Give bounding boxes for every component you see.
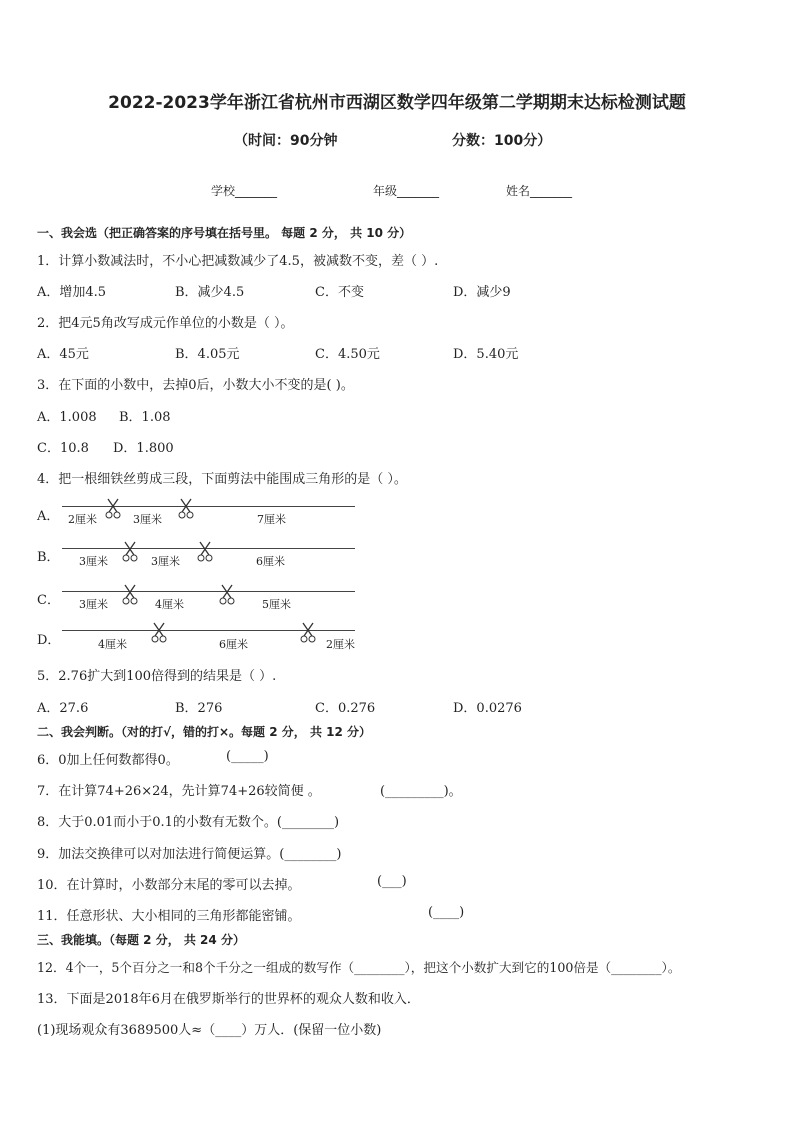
q5-option-b: B．276	[175, 701, 223, 716]
section-3-heading: 三、我能填。（每题 2 分， 共 24 分）	[37, 933, 245, 947]
question-3: 3．在下面的小数中，去掉0后，小数大小不变的是( )。	[37, 378, 354, 393]
section-1-heading: 一、我会选（把正确答案的序号填在括号里。 每题 2 分， 共 10 分）	[37, 226, 412, 240]
q5-option-a: A．27.6	[37, 701, 89, 716]
question-13-part-1: (1)现场观众有3689500人≈（____）万人．(保留一位小数)	[37, 1023, 382, 1038]
q4-a-segment-3: 7厘米	[257, 513, 286, 526]
q3-option-a: A．1.008	[37, 410, 97, 425]
exam-score: 分数：100分）	[452, 133, 552, 149]
scissors-icon	[178, 498, 194, 520]
question-8: 8．大于0.01而小于0.1的小数有无数个。(________)	[37, 815, 340, 830]
q1-option-c: C．不变	[315, 285, 364, 300]
scissors-icon	[151, 622, 167, 644]
q3-option-c: C．10.8	[37, 441, 89, 456]
q4-option-b-label: B．	[37, 550, 60, 565]
scissors-icon	[122, 541, 138, 563]
q4-d-segment-1: 4厘米	[98, 638, 127, 651]
q4-option-d-label: D．	[37, 633, 61, 648]
question-2: 2．把4元5角改写成元作单位的小数是（ ）。	[37, 316, 294, 331]
question-10: 10．在计算时，小数部分末尾的零可以去掉。	[37, 878, 301, 893]
scissors-icon	[219, 584, 235, 606]
q5-option-d: D．0.0276	[453, 701, 522, 716]
q6-answer-blank: (_____)	[226, 749, 269, 764]
question-4: 4．把一根细铁丝剪成三段，下面剪法中能围成三角形的是（ ）。	[37, 472, 407, 487]
q4-b-segment-1: 3厘米	[79, 555, 108, 568]
q3-option-d: D．1.800	[113, 441, 174, 456]
name-field: 姓名_______	[506, 184, 573, 198]
q4-d-segment-2: 6厘米	[219, 638, 248, 651]
section-2-heading: 二、我会判断。（对的打√，错的打×。每题 2 分， 共 12 分）	[37, 725, 371, 739]
school-field: 学校_______	[211, 184, 278, 198]
question-6: 6．0加上任何数都得0。	[37, 753, 179, 768]
q4-option-c-wire	[62, 591, 355, 592]
question-11: 11．任意形状、大小相同的三角形都能密铺。	[37, 909, 301, 924]
q10-answer-blank: (___)	[377, 874, 407, 889]
q1-option-b: B．减少4.5	[175, 285, 245, 300]
q7-answer-blank: (_________)。	[380, 784, 462, 799]
scissors-icon	[197, 541, 213, 563]
page-title: 2022-2023学年浙江省杭州市西湖区数学四年级第二学期期末达标检测试题	[108, 93, 686, 113]
q4-b-segment-3: 6厘米	[256, 555, 285, 568]
q4-a-segment-1: 2厘米	[68, 513, 97, 526]
scissors-icon	[300, 622, 316, 644]
q2-option-d: D．5.40元	[453, 347, 519, 362]
q4-c-segment-1: 3厘米	[79, 598, 108, 611]
q4-a-segment-2: 3厘米	[133, 513, 162, 526]
question-12: 12．4个一，5个百分之一和8个千分之一组成的数写作（________），把这个小数扩大到它的100倍是（________）。	[37, 960, 681, 975]
q4-option-a-label: A．	[37, 509, 60, 524]
question-9: 9．加法交换律可以对加法进行简便运算。(________)	[37, 847, 342, 862]
q4-d-segment-3: 2厘米	[326, 638, 355, 651]
q1-option-a: A．增加4.5	[37, 285, 107, 300]
q4-c-segment-2: 4厘米	[155, 598, 184, 611]
q4-b-segment-2: 3厘米	[151, 555, 180, 568]
question-5: 5．2.76扩大到100倍得到的结果是（ ）.	[37, 669, 277, 684]
question-13: 13．下面是2018年6月在俄罗斯举行的世界杯的观众人数和收入．	[37, 992, 420, 1007]
q1-option-d: D．减少9	[453, 285, 511, 300]
scissors-icon	[105, 498, 121, 520]
question-1: 1．计算小数减法时，不小心把减数减少了4.5，被减数不变，差（ ）.	[37, 254, 439, 269]
q4-option-c-label: C．	[37, 593, 60, 608]
grade-field: 年级_______	[373, 184, 440, 198]
exam-time: （时间：90分钟	[234, 133, 338, 149]
q2-option-b: B．4.05元	[175, 347, 240, 362]
q4-c-segment-3: 5厘米	[262, 598, 291, 611]
q11-answer-blank: (____)	[428, 905, 465, 920]
q2-option-c: C．4.50元	[315, 347, 380, 362]
scissors-icon	[122, 584, 138, 606]
q2-option-a: A．45元	[37, 347, 89, 362]
q3-option-b: B．1.08	[119, 410, 171, 425]
q5-option-c: C．0.276	[315, 701, 376, 716]
question-7: 7．在计算74+26×24，先计算74+26较简便 。	[37, 784, 321, 799]
